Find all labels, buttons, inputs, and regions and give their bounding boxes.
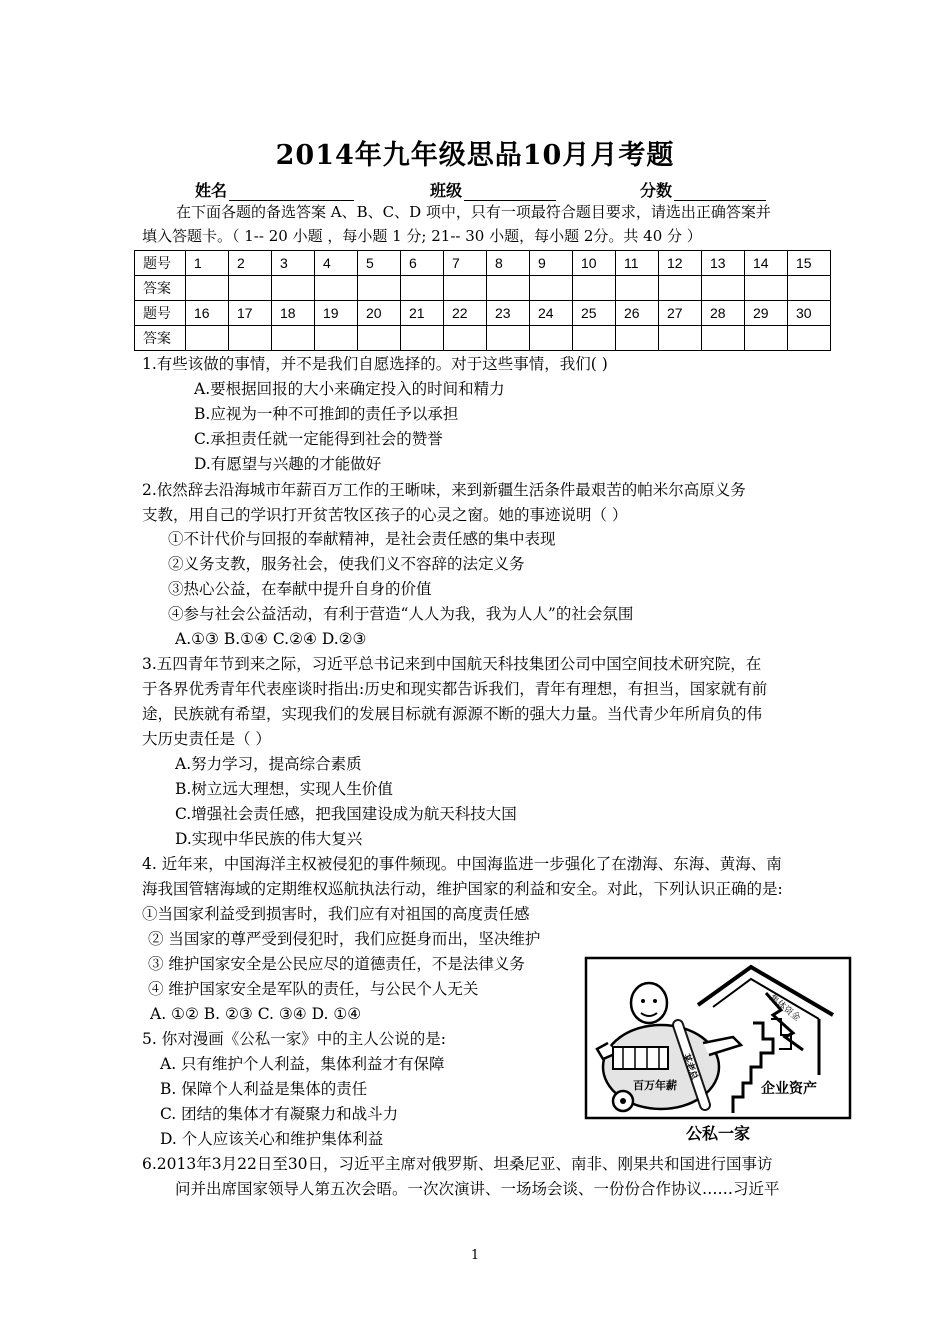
answer-cell[interactable] [358,326,401,351]
name-blank [229,184,354,201]
table-cell: 13 [702,251,745,276]
answer-cell[interactable] [530,326,573,351]
roof-label: 集体资金 [767,993,802,1024]
answer-cell[interactable] [659,326,702,351]
answer-header: 答案 [135,276,186,301]
instructions-line-2: 填入答题卡。（ 1-- 20 小题 ，每小题 1 分; 21-- 30 小题，每小题 2分。共 40 分 ） [142,227,702,245]
answer-cell[interactable] [272,326,315,351]
score-field [640,178,766,201]
score-label: 分数 [640,181,673,200]
answer-cell[interactable] [272,276,315,301]
table-cell: 6 [401,251,444,276]
question-2-options: A.①③ B.①④ C.②④ D.②③ [175,630,367,648]
table-cell: 28 [702,301,745,326]
answer-cell[interactable] [573,326,616,351]
table-cell: 18 [272,301,315,326]
table-cell: 25 [573,301,616,326]
question-3-stem: 于各界优秀青年代表座谈时指出:历史和现实都告诉我们，青年有理想，有担当，国家就有前 [142,680,768,698]
answer-cell[interactable] [659,276,702,301]
class-blank [464,184,556,201]
table-cell: 1 [186,251,229,276]
sash-label: 某老总 [680,1052,699,1082]
question-number-header: 题号 [135,251,186,276]
question-6-stem: 问并出席国家领导人第五次会晤。一次次演讲、一场场会谈、一份份合作协议……习近平 [175,1180,780,1198]
question-1-option-a: A.要根据回报的大小来确定投入的时间和精力 [194,380,505,398]
table-cell: 23 [487,301,530,326]
table-cell: 8 [487,251,530,276]
answer-cell[interactable] [702,276,745,301]
table-cell: 4 [315,251,358,276]
question-4-statement: ③ 维护国家安全是公民应尽的道德责任，不是法律义务 [148,955,525,973]
class-field [430,178,556,201]
answer-cell[interactable] [788,326,831,351]
question-5-option-c: C. 团结的集体才有凝聚力和战斗力 [160,1105,399,1123]
answer-cell[interactable] [401,326,444,351]
bag-label: 百万年薪 [633,1079,677,1092]
question-5-stem: 5. 你对漫画《公私一家》中的主人公说的是: [142,1030,446,1048]
answer-cell[interactable] [229,276,272,301]
answer-cell[interactable] [229,326,272,351]
cartoon-illustration [583,955,853,1145]
table-cell: 26 [616,301,659,326]
table-cell: 15 [788,251,831,276]
answer-cell[interactable] [788,276,831,301]
answer-cell[interactable] [745,276,788,301]
table-cell: 16 [186,301,229,326]
question-4-statement: ② 当国家的尊严受到侵犯时，我们应挺身而出，坚决维护 [148,930,541,948]
question-2-stem: 2.依然辞去沿海城市年薪百万工作的王晰味，来到新疆生活条件最艰苦的帕米尔高原义务 [142,481,746,499]
table-cell: 2 [229,251,272,276]
question-3-stem: 大历史责任是（ ） [142,730,271,748]
question-1-option-c: C.承担责任就一定能得到社会的赞誉 [194,430,443,448]
answer-cell[interactable] [745,326,788,351]
answer-cell[interactable] [573,276,616,301]
answer-cell[interactable] [315,326,358,351]
table-cell: 29 [745,301,788,326]
answer-cell[interactable] [487,326,530,351]
question-4-statement: ④ 维护国家安全是军队的责任，与公民个人无关 [148,980,479,998]
table-cell: 30 [788,301,831,326]
table-cell: 20 [358,301,401,326]
table-cell: 21 [401,301,444,326]
table-row-answers-2 [135,326,831,351]
table-row-answers-1 [135,276,831,301]
answer-cell[interactable] [444,276,487,301]
question-4-stem: 4. 近年来，中国海洋主权被侵犯的事件频现。中国海监进一步强化了在渤海、东海、黄海、南 [142,855,782,873]
table-cell: 27 [659,301,702,326]
question-3-stem: 3.五四青年节到来之际，习近平总书记来到中国航天科技集团公司中国空间技术研究院，在 [142,655,762,673]
table-cell: 5 [358,251,401,276]
question-1-stem: 1.有些该做的事情，并不是我们自愿选择的。对于这些事情，我们( ) [142,355,608,373]
table-cell: 19 [315,301,358,326]
question-5-option-a: A. 只有维护个人利益，集体利益才有保障 [160,1055,445,1073]
answer-cell[interactable] [444,326,487,351]
table-row-numbers-2 [135,301,831,326]
question-4-stem: 海我国管辖海域的定期维权巡航执法行动，维护国家的利益和安全。对此，下列认识正确的是: [142,880,783,898]
name-label: 姓名 [195,181,228,200]
question-3-option-a: A.努力学习，提高综合素质 [175,755,362,773]
page-title: 2014年九年级思品10月月考题 [275,140,675,171]
table-row-numbers-1 [135,251,831,276]
answer-cell[interactable] [315,276,358,301]
table-cell: 22 [444,301,487,326]
page-number: 1 [470,1248,480,1263]
assets-label: 企业资产 [761,1081,817,1097]
table-cell: 24 [530,301,573,326]
question-2-statement: ③热心公益，在奉献中提升自身的价值 [168,580,432,598]
answer-cell[interactable] [186,326,229,351]
question-3-option-b: B.树立远大理想，实现人生价值 [175,780,393,798]
answer-table [134,250,831,351]
answer-header: 答案 [135,326,186,351]
question-number-header: 题号 [135,301,186,326]
question-4-options: A. ①② B. ②③ C. ③④ D. ①④ [150,1005,362,1023]
instructions-line-1: 在下面各题的备选答案 A、B、C、D 项中，只有一项最符合题目要求，请选出正确答案并 [176,203,771,221]
question-5-option-b: B. 保障个人利益是集体的责任 [160,1080,368,1098]
table-cell: 10 [573,251,616,276]
question-2-statement: ④参与社会公益活动，有利于营造“人人为我，我为人人”的社会氛围 [168,605,634,623]
question-3-option-d: D.实现中华民族的伟大复兴 [175,830,363,848]
table-cell: 17 [229,301,272,326]
score-blank [674,184,766,201]
answer-cell[interactable] [616,276,659,301]
answer-cell[interactable] [401,276,444,301]
question-2-statement: ①不计代价与回报的奉献精神，是社会责任感的集中表现 [168,530,556,548]
table-cell: 9 [530,251,573,276]
question-6-stem: 6.2013年3月22日至30日，习近平主席对俄罗斯、坦桑尼亚、南非、刚果共和国进行国事访 [142,1155,773,1173]
question-3-stem: 途，民族就有希望，实现我们的发展目标就有源源不断的强大力量。当代青少年所肩负的伟 [142,705,763,723]
table-cell: 7 [444,251,487,276]
question-5-option-d: D. 个人应该关心和维护集体利益 [160,1130,384,1148]
table-cell: 14 [745,251,788,276]
answer-cell[interactable] [702,326,745,351]
table-cell: 11 [616,251,659,276]
name-field [195,178,354,201]
answer-cell[interactable] [530,276,573,301]
question-2-statement: ②义务支教，服务社会，使我们义不容辞的法定义务 [168,555,525,573]
cartoon-drawing [583,955,853,1145]
answer-cell[interactable] [487,276,530,301]
question-1-option-b: B.应视为一种不可推卸的责任予以承担 [194,405,459,423]
answer-cell[interactable] [358,276,401,301]
question-4-statement: ①当国家利益受到损害时，我们应有对祖国的高度责任感 [142,905,530,923]
question-1-option-d: D.有愿望与兴趣的才能做好 [194,455,382,473]
answer-cell[interactable] [186,276,229,301]
table-cell: 12 [659,251,702,276]
question-3-option-c: C.增强社会责任感，把我国建设成为航天科技大国 [175,805,517,823]
answer-cell[interactable] [616,326,659,351]
question-2-stem: 支教，用自己的学识打开贫苦牧区孩子的心灵之窗。她的事迹说明（ ） [142,506,628,524]
table-cell: 3 [272,251,315,276]
cartoon-caption: 公私一家 [685,1124,751,1143]
class-label: 班级 [430,181,463,200]
